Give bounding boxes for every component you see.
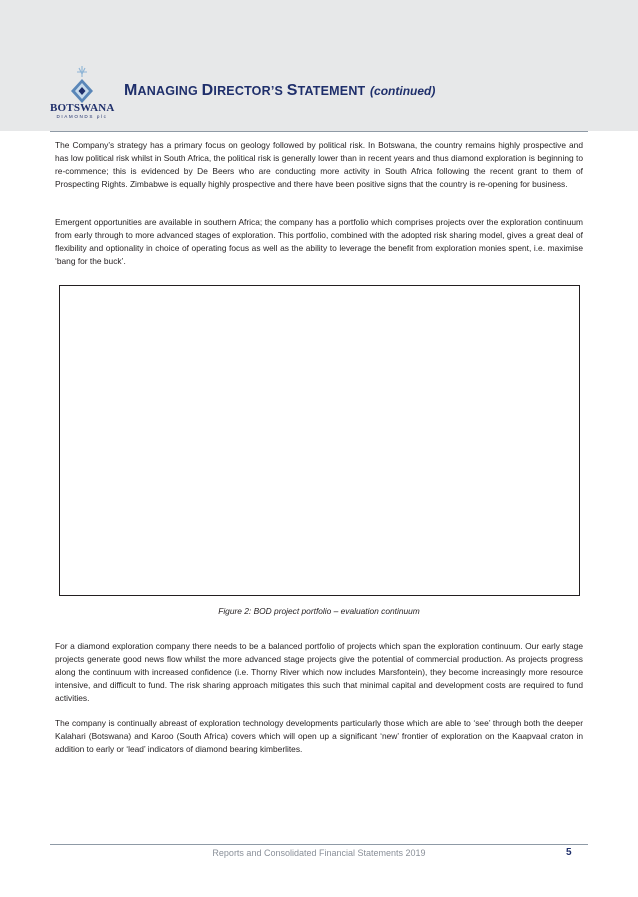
figure-frame [59,285,580,596]
title-part: S [286,82,298,99]
body-paragraph: The Company’s strategy has a primary focus on geology followed by political risk. In Botswana, the country remains highly prospective and has low political risk whilst in South Africa, the political risk is generally lower than in recent years and thus diamond exploration is beginning to re-commence; this is evidenced by De Beers who are conducting more activity in South Africa following the recent grant to them of Prospecting Rights. Zimbabwe is equally highly prospective and there have been positive signs that the country is re-opening for business. [55,140,583,190]
logo-subtitle: DIAMONDS plc [56,114,108,119]
title-part: D [201,82,214,99]
page-number: 5 [566,847,572,858]
footer-divider [50,844,588,845]
title-continued: (continued) [370,84,436,98]
title-part: M [124,82,138,99]
section-title [124,82,435,100]
diamond-logo-icon [50,66,114,104]
figure-caption: Figure 2: BOD project portfolio – evaluation continuum [218,606,420,616]
header-divider [50,131,588,132]
body-paragraph: For a diamond exploration company there needs to be a balanced portfolio of projects which span the exploration continuum. Our early stage projects generate good news flow whilst the more advanced stage projects give the potential of commercial production. As projects progress along the continuum with increased confidence (i.e. Thorny River which now includes Marsfontein), they become increasingly more resource intensive, and difficult to fund. The risk sharing approach mitigates this such that minimal capital and development costs are required to fund activities. [55,641,583,704]
logo-wordmark: BOTSWANA [50,102,115,114]
body-paragraph: Emergent opportunities are available in southern Africa; the company has a portfolio which comprises projects over the exploration continuum from early through to more advanced stages of exploration. This portfolio, combined with the adopted risk sharing model, gives a great deal of flexibility and optionality in choice of operating focus as well as the ability to leverage the benefit from exploration monies spent, i.e. maximise ‘bang for the buck’. [55,217,583,267]
title-part: IRECTOR’S [213,84,287,98]
title-part: TATEMENT [297,84,366,98]
footer-text: Reports and Consolidated Financial Statements 2019 [212,848,426,858]
title-part: ANAGING [137,84,202,98]
body-paragraph: The company is continually abreast of exploration technology developments particularly those which are able to ‘see’ through both the deeper Kalahari (Botswana) and Karoo (South Africa) covers which will open up a significant ‘new’ frontier of exploration on the Kaapvaal craton in addition to early or ‘lead’ indicators of diamond bearing kimberlites. [55,718,583,755]
company-logo [50,66,114,126]
